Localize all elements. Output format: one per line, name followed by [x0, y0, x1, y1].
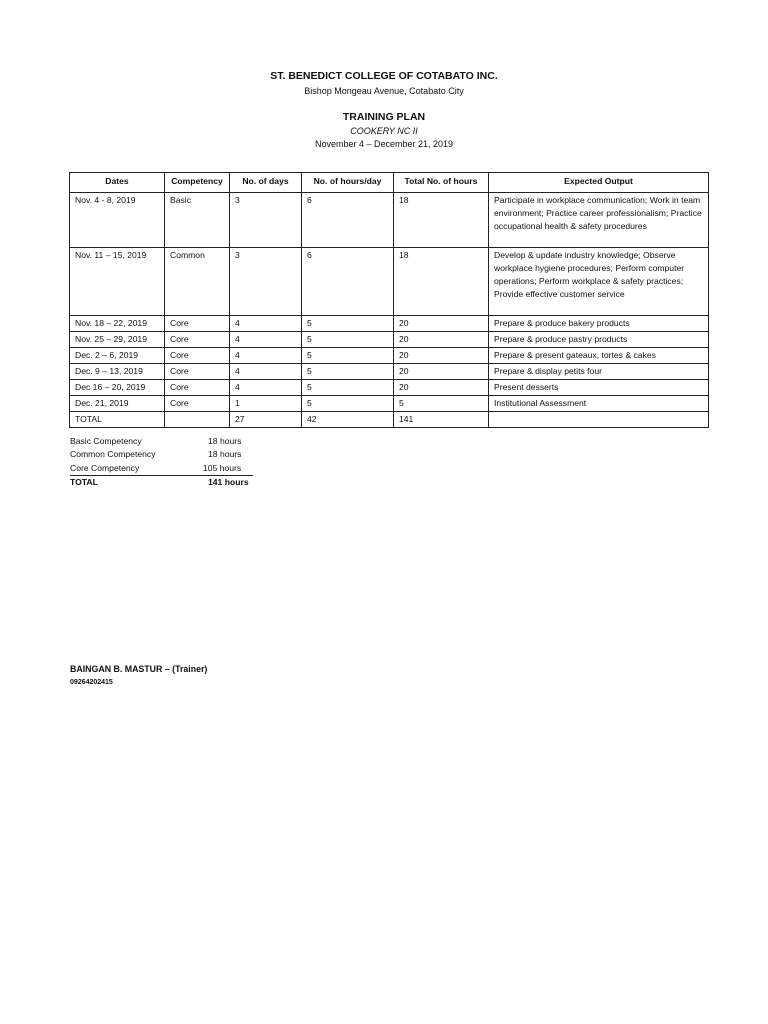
course-name: COOKERY NC II: [350, 126, 418, 136]
cell-expected-output: Participate in workplace communication; Work in team environment; Practice career professionalism; Practice occupational health & safety procedures: [489, 193, 709, 248]
table-row: [70, 193, 709, 248]
cell-total-hours: 20: [394, 380, 489, 396]
table-row: [70, 316, 709, 332]
table-row: [70, 364, 709, 380]
summary-value: 105 hours: [202, 462, 242, 473]
column-header-competency: Competency: [165, 173, 230, 193]
table-row: [70, 396, 709, 412]
cell-expected-output: Develop & update industry knowledge; Observe workplace hygiene procedures; Perform computer operations; Perform workplace & safety practices; Provide effective customer service: [489, 248, 709, 316]
table-total-row: [70, 412, 709, 428]
cell-competency: Core: [165, 348, 230, 364]
column-header-total-hours: Total No. of hours: [394, 173, 489, 193]
summary-row-total: [70, 476, 260, 489]
cell-hours-per-day: 6: [302, 193, 394, 248]
cell-hours-per-day: 42: [302, 412, 394, 428]
summary-label: Core Competency: [70, 462, 140, 473]
cell-competency: Core: [165, 316, 230, 332]
cell-hours-per-day: 5: [302, 316, 394, 332]
training-period: November 4 – December 21, 2019: [314, 139, 454, 149]
table-row: [70, 380, 709, 396]
cell-total-hours: 20: [394, 348, 489, 364]
column-header-days: No. of days: [230, 173, 302, 193]
cell-expected-output: Prepare & produce pastry products: [489, 332, 709, 348]
column-header-hours-per-day: No. of hours/day: [302, 173, 394, 193]
cell-total-hours: 18: [394, 248, 489, 316]
cell-hours-per-day: 5: [302, 332, 394, 348]
cell-hours-per-day: 6: [302, 248, 394, 316]
trainer-phone: 09264202415: [70, 679, 113, 686]
cell-competency: Core: [165, 396, 230, 412]
cell-competency: Core: [165, 332, 230, 348]
cell-hours-per-day: 5: [302, 396, 394, 412]
cell-dates: Dec. 21, 2019: [70, 396, 165, 412]
cell-total-hours: 20: [394, 364, 489, 380]
cell-days: 4: [230, 316, 302, 332]
cell-hours-per-day: 5: [302, 364, 394, 380]
cell-total-hours: 18: [394, 193, 489, 248]
cell-competency: Core: [165, 364, 230, 380]
cell-days: 4: [230, 380, 302, 396]
cell-competency: [165, 412, 230, 428]
cell-hours-per-day: 5: [302, 380, 394, 396]
cell-expected-output: Institutional Assessment: [489, 396, 709, 412]
cell-total-hours: 5: [394, 396, 489, 412]
cell-dates: Dec. 9 – 13, 2019: [70, 364, 165, 380]
table-header-row: [70, 173, 709, 193]
cell-expected-output: Prepare & present gateaux, tortes & cakes: [489, 348, 709, 364]
summary-row-basic: [70, 435, 260, 448]
cell-days: 4: [230, 348, 302, 364]
cell-dates: Dec. 2 – 6, 2019: [70, 348, 165, 364]
training-plan-table: [69, 172, 709, 428]
summary-label: Basic Competency: [70, 436, 142, 446]
cell-dates: TOTAL: [70, 412, 165, 428]
table-row: [70, 348, 709, 364]
cell-expected-output: Prepare & produce bakery products: [489, 316, 709, 332]
cell-days: 1: [230, 396, 302, 412]
summary-value: 18 hours: [208, 436, 242, 446]
institution-name: ST. BENEDICT COLLEGE OF COTABATO INC.: [270, 70, 498, 82]
cell-total-hours: 141: [394, 412, 489, 428]
document-title: TRAINING PLAN: [342, 111, 426, 123]
summary-label: TOTAL: [70, 476, 98, 487]
cell-expected-output: [489, 412, 709, 428]
cell-total-hours: 20: [394, 332, 489, 348]
cell-dates: Nov. 18 – 22, 2019: [70, 316, 165, 332]
cell-expected-output: Present desserts: [489, 380, 709, 396]
competency-summary: [70, 435, 260, 489]
cell-days: 3: [230, 193, 302, 248]
table-row: [70, 248, 709, 316]
cell-dates: Nov. 4 - 8, 2019: [70, 193, 165, 248]
summary-label: Common Competency: [70, 449, 156, 460]
summary-row-common: [70, 448, 260, 461]
cell-days: 4: [230, 364, 302, 380]
cell-competency: Basic: [165, 193, 230, 248]
cell-dates: Nov. 25 – 29, 2019: [70, 332, 165, 348]
cell-days: 3: [230, 248, 302, 316]
cell-days: 27: [230, 412, 302, 428]
cell-competency: Core: [165, 380, 230, 396]
summary-row-core: [70, 462, 253, 476]
column-header-expected-output: Expected Output: [489, 173, 709, 193]
summary-value: 18 hours: [208, 449, 242, 460]
cell-total-hours: 20: [394, 316, 489, 332]
cell-competency: Common: [165, 248, 230, 316]
summary-value: 141 hours: [208, 476, 249, 487]
cell-dates: Dec 16 – 20, 2019: [70, 380, 165, 396]
cell-hours-per-day: 5: [302, 348, 394, 364]
table-row: [70, 332, 709, 348]
cell-dates: Nov. 11 – 15, 2019: [70, 248, 165, 316]
trainer-name: BAINGAN B. MASTUR – (Trainer): [70, 664, 208, 674]
cell-days: 4: [230, 332, 302, 348]
institution-address: Bishop Mongeau Avenue, Cotabato City: [304, 86, 464, 96]
column-header-dates: Dates: [70, 173, 165, 193]
cell-expected-output: Prepare & display petits four: [489, 364, 709, 380]
